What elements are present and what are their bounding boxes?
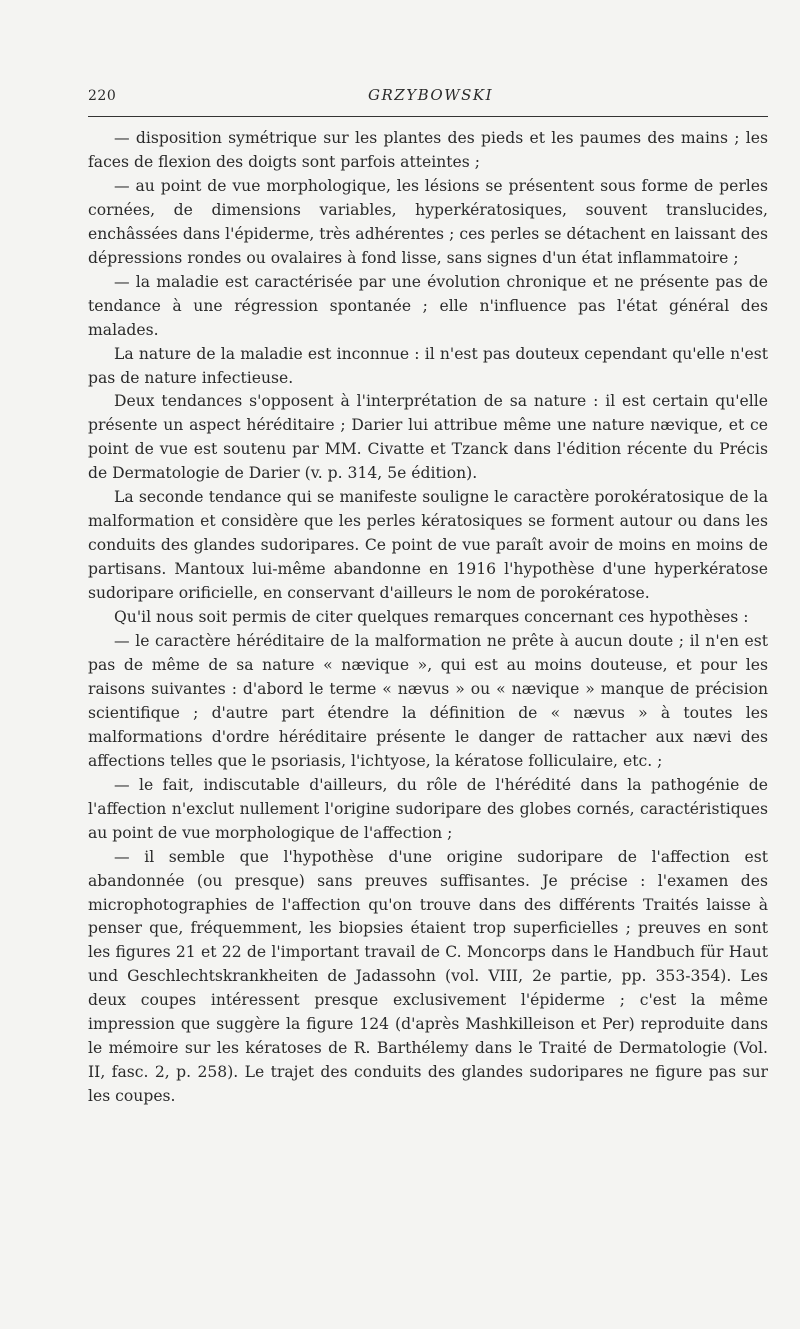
paragraph: — il semble que l'hypothèse d'une origine sudoripare de l'affection est abandonnée (ou presque) sans preuves suffisantes. Je précise : l'examen des microphotographies de l'affection qu'on trouve dans des différents Traités laisse à penser que, fréquemment, les biopsies étaient trop superficielles ; preuves en sont les figures 21 et 22 de l'important travail de C. Moncorps dans le Handbuch für Haut und Geschlechtskrankheiten de Jadassohn (vol. VIII, 2e partie, pp. 353-354). Les deux coupes intéressent presque exclusivement l'épiderme ; c'est la même impression que suggère la figure 124 (d'après Mashkilleison et Per) reproduite dans le mémoire sur les kératoses de R. Barthélemy dans le Traité de Dermatologie (Vol. II, fasc. 2, p. 258). Le trajet des conduits des glandes sudoripares ne figure pas sur les coupes. <box>88 847 768 1106</box>
paragraph: — disposition symétrique sur les plantes des pieds et les paumes des mains ; les faces de flexion des doigts sont parfois atteintes ; <box>88 129 768 171</box>
document-page <box>88 82 768 1106</box>
paragraph: — le fait, indiscutable d'ailleurs, du rôle de l'hérédité dans la pathogénie de l'affection n'exclut nullement l'origine sudoripare des globes cornés, caractéristiques au point de vue morphologique de l'affection ; <box>88 775 768 842</box>
header-rule <box>88 116 768 117</box>
paragraph: La seconde tendance qui se manifeste souligne le caractère porokératosique de la malformation et considère que les perles kératosiques se forment autour ou dans les conduits des glandes sudoripares. Ce point de vue paraît avoir de moins en moins de partisans. Mantoux lui-même abandonne en 1916 l'hypothèse d'une hyperkératose sudoripare orificielle, en conservant d'ailleurs le nom de porokératose. <box>88 488 768 603</box>
paragraph: — le caractère héréditaire de la malformation ne prête à aucun doute ; il n'en est pas de même de sa nature « nævique », qui est au moins douteuse, et pour les raisons suivantes : d'abord le terme « nævus » ou « nævique » manque de précision scientifique ; d'autre part étendre la définition de « nævus » à toutes les malformations d'ordre héréditaire présente le danger de rattacher aux nævi des affections telles que le psoriasis, l'ichtyose, la kératose folliculaire, etc. ; <box>88 632 768 770</box>
body-text <box>88 127 768 1109</box>
running-head: GRZYBOWSKI <box>368 86 494 104</box>
paragraph: Deux tendances s'opposent à l'interprétation de sa nature : il est certain qu'elle présente un aspect héréditaire ; Darier lui attribue même une nature nævique, et ce point de vue est soutenu par MM. Civatte et Tzanck dans l'édition récente du Précis de Dermatologie de Darier (v. p. 314, 5e édition). <box>88 392 768 483</box>
paragraph: Qu'il nous soit permis de citer quelques remarques concernant ces hypothèses : <box>114 608 749 627</box>
page-number: 220 <box>88 88 117 104</box>
paragraph: — au point de vue morphologique, les lésions se présentent sous forme de perles cornées, de dimensions variables, hyperkératosiques, souvent translucides, enchâssées dans l'épiderme, très adhérentes ; ces perles se détachent en laissant des dépressions rondes ou ovalaires à fond lisse, sans signes d'un état inflammatoire ; <box>88 176 768 267</box>
page-header <box>88 82 768 112</box>
paragraph: — la maladie est caractérisée par une évolution chronique et ne présente pas de tendance à une régression spontanée ; elle n'influence pas l'état général des malades. <box>88 272 768 339</box>
paragraph: La nature de la maladie est inconnue : il n'est pas douteux cependant qu'elle n'est pas de nature infectieuse. <box>88 344 768 387</box>
